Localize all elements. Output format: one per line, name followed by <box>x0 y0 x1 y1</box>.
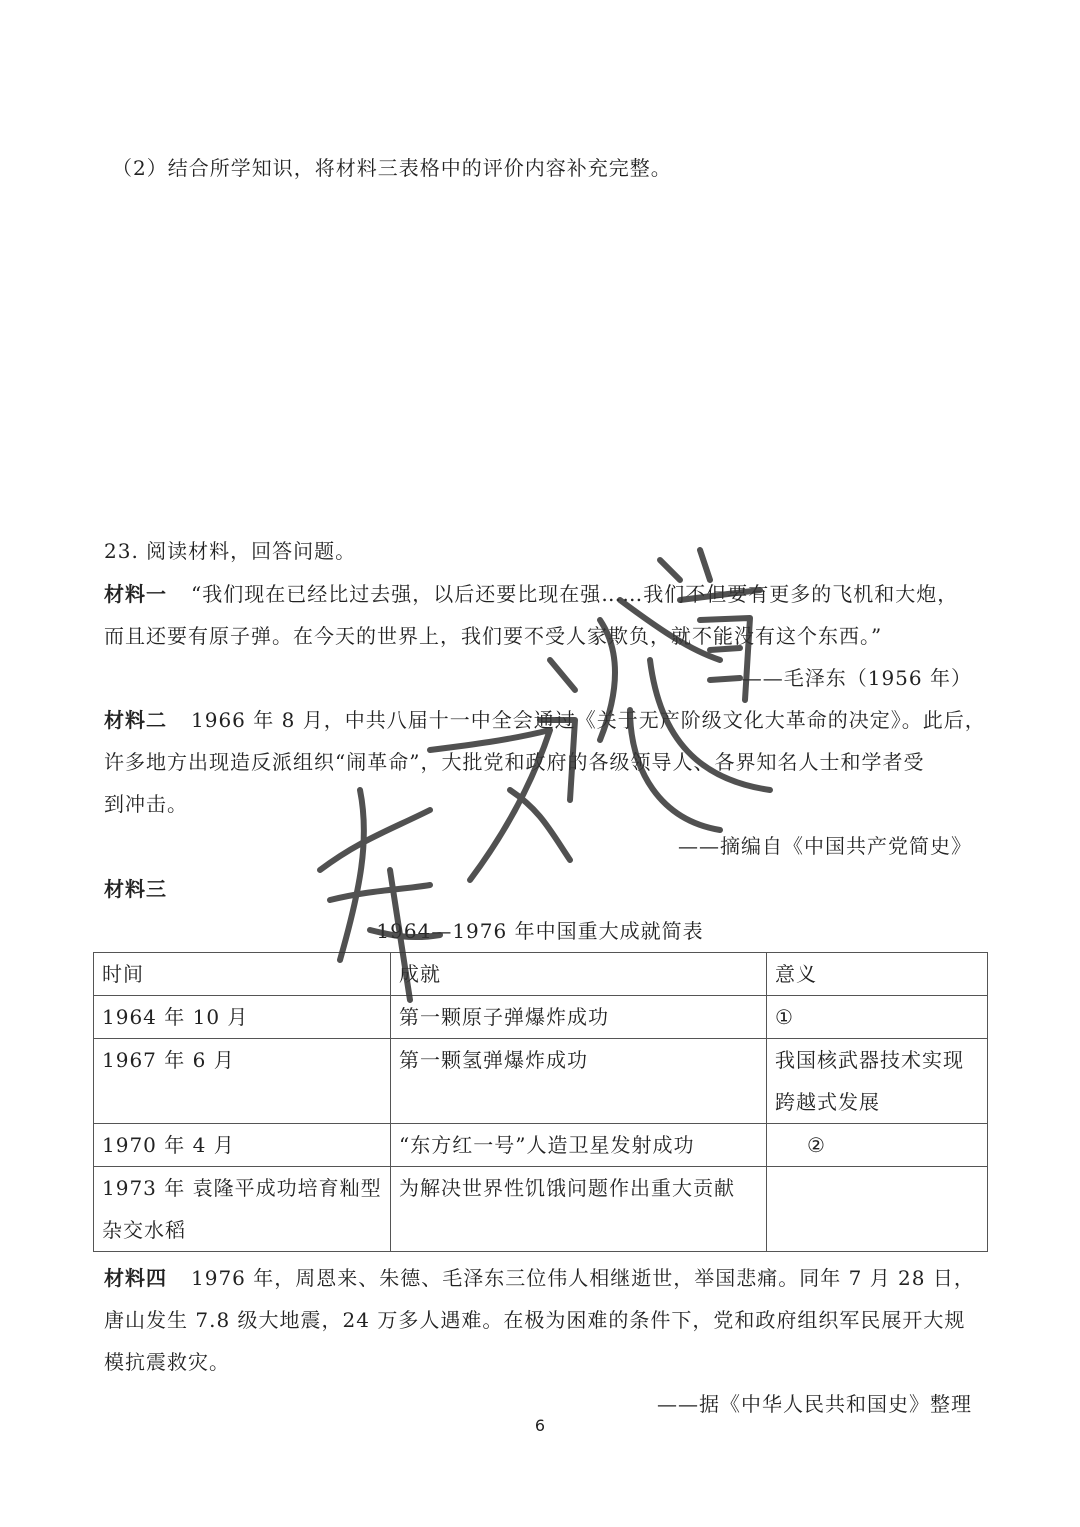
material-2-text-1: 1966 年 8 月，中共八届十一中全会通过《关于无产阶级文化大革命的决定》。此后， <box>191 708 986 732</box>
watermark-calligraphy <box>300 540 780 1020</box>
material-2-label: 材料二 <box>104 708 167 732</box>
header-achievement: 成就 <box>391 953 767 996</box>
material-1-line-1 <box>104 580 958 608</box>
question-22-part-2: （2）结合所学知识，将材料三表格中的评价内容补充完整。 <box>112 156 672 180</box>
material-4-text-1: 1976 年，周恩来、朱德、毛泽东三位伟人相继逝世，举国悲痛。同年 7 月 28 日， <box>191 1266 975 1290</box>
material-4-source: ——据《中华人民共和国史》整理 <box>657 1392 972 1416</box>
table-header-row <box>94 953 988 996</box>
row-significance: 我国核武器技术实现跨越式发展 <box>767 1039 988 1124</box>
material-1-label: 材料一 <box>104 582 167 606</box>
row-significance: ② <box>767 1124 988 1167</box>
material-2-line-1 <box>104 706 986 734</box>
row-time: 1964 年 10 月 <box>94 996 391 1039</box>
table-row <box>94 1039 988 1124</box>
header-significance: 意义 <box>767 953 988 996</box>
header-time: 时间 <box>94 953 391 996</box>
material-1-text-1: “我们现在已经比过去强，以后还要比现在强……我们不但要有更多的飞机和大炮， <box>191 582 959 606</box>
material-4-line-1 <box>104 1264 975 1292</box>
row-achievement: 第一颗氢弹爆炸成功 <box>391 1039 767 1124</box>
row-achievement: 为解决世界性饥饿问题作出重大贡献 <box>391 1167 767 1252</box>
material-3-label: 材料三 <box>104 877 167 901</box>
row-time: 1967 年 6 月 <box>94 1039 391 1124</box>
row-time: 1973 年 袁隆平成功培育籼型杂交水稻 <box>94 1167 391 1252</box>
row-significance <box>767 1167 988 1252</box>
material-2-source: ——摘编自《中国共产党简史》 <box>678 834 972 858</box>
table-row <box>94 1167 988 1252</box>
material-2-line-2: 许多地方出现造反派组织“闹革命”，大批党和政府的各级领导人、各界知名人士和学者受 <box>104 750 925 774</box>
row-time: 1970 年 4 月 <box>94 1124 391 1167</box>
achievements-table <box>93 952 988 1252</box>
material-4-line-3: 模抗震救灾。 <box>104 1350 230 1374</box>
material-1-source: ——毛泽东（1956 年） <box>741 666 972 690</box>
page-number: 6 <box>534 1416 546 1435</box>
row-significance: ① <box>767 996 988 1039</box>
material-4-line-2: 唐山发生 7.8 级大地震，24 万多人遇难。在极为困难的条件下，党和政府组织军民展开大规 <box>104 1308 966 1332</box>
table-row <box>94 996 988 1039</box>
table-title: 1964—1976 年中国重大成就简表 <box>376 919 704 943</box>
material-1-line-2: 而且还要有原子弹。在今天的世界上，我们要不受人家欺负，就不能没有这个东西。” <box>104 624 883 648</box>
table-row <box>94 1124 988 1167</box>
material-2-line-3: 到冲击。 <box>104 792 188 816</box>
material-4-label: 材料四 <box>104 1266 167 1290</box>
row-achievement: 第一颗原子弹爆炸成功 <box>391 996 767 1039</box>
row-achievement: “东方红一号”人造卫星发射成功 <box>391 1124 767 1167</box>
question-23-heading: 23. 阅读材料，回答问题。 <box>104 539 357 563</box>
